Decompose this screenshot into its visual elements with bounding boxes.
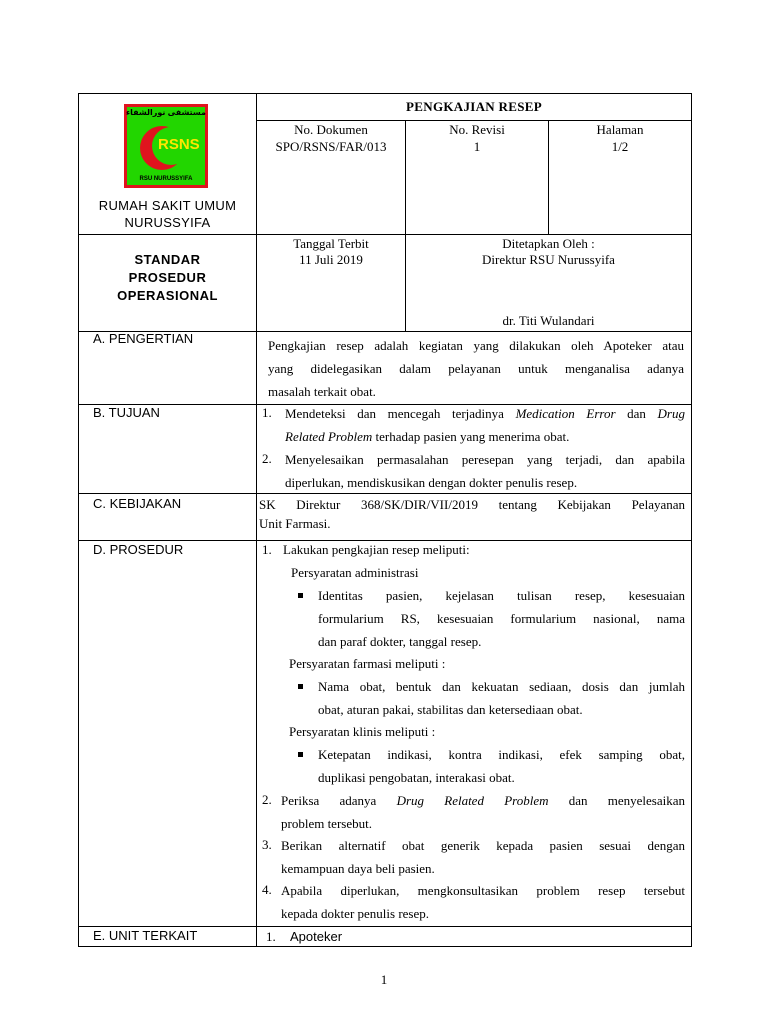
section-d-sub2-line1: Nama obat, bentuk dan kekuatan sediaan, dosis dan jumlah [318,679,685,694]
section-d-step4 [281,879,685,925]
established-label: Ditetapkan Oleh : [502,236,595,251]
section-d-step3-number: 3. [262,837,272,852]
issue-date-label: Tanggal Terbit [293,236,369,251]
section-c-text [259,495,685,533]
section-a-label: A. PENGERTIAN [93,331,194,346]
page-number: 1 [380,972,388,987]
signatory-name: dr. Titi Wulandari [502,313,595,328]
sop-title-line2: PROSEDUR [128,270,207,285]
established-by: Direktur RSU Nurussyifa [482,252,615,267]
section-d-sub1-line3: dan paraf dokter, tanggal resep. [318,634,482,649]
section-d-step2-text: dan menyelesaikan [548,793,685,808]
table-border-bottom [78,946,692,947]
section-d-sub2-bullet [318,675,685,721]
section-d-sub1-title: Persyaratan administrasi [291,565,419,580]
section-b-item2-line2: diperlukan, mendiskusikan dengan dokter penulis resep. [285,475,578,490]
section-d-step1-number: 1. [262,542,272,557]
section-d-step3 [281,834,685,880]
section-d-sub1-line1: Identitas pasien, kejelasan tulisan resep, kesesuaian [318,588,685,603]
revision-value: 1 [473,139,481,154]
section-b-item1-term-related-problem: Related Problem [285,429,373,444]
section-b-item2-number: 2. [262,451,272,466]
section-d-step3-line1: Berikan alternatif obat generik kepada pasien sesuai dengan [281,838,685,853]
section-d-sub3-line1: Ketepatan indikasi, kontra indikasi, efek samping obat, [318,747,685,762]
section-e-item1: Apoteker [290,929,343,944]
section-b-item1-term-drug: Drug [657,406,685,421]
hospital-name-line1: RUMAH SAKIT UMUM [98,198,237,213]
section-d-step2-term: Drug Related Problem [396,793,549,808]
section-d-sub3-bullet [318,743,685,789]
section-c-line2: Unit Farmasi. [259,516,331,531]
section-d-step3-line2: kemampuan daya beli pasien. [281,861,435,876]
table-border-top [78,93,692,94]
section-d-sub3-line2: duplikasi pengobatan, interakasi obat. [318,770,515,785]
doc-number-value: SPO/RSNS/FAR/013 [275,139,387,154]
page-title: PENGKAJIAN RESEP [406,99,542,114]
logo-caption: RSU NURUSSYIFA [139,176,193,182]
sop-title-line3: OPERASIONAL [117,288,218,303]
section-b-item1-term-medication-error: Medication Error [515,406,616,421]
section-b-item1-text: Mendeteksi dan mencegah terjadinya [285,406,516,421]
section-b-item2-line1: Menyelesaikan permasalahan peresepan yang terjadi, dan apabila [285,452,685,467]
section-d-step1: Lakukan pengkajian resep meliputi: [283,542,470,557]
section-b-item1-text: terhadap pasien yang menerima obat. [372,429,570,444]
section-c-label: C. KEBIJAKAN [93,496,182,511]
section-e-label: E. UNIT TERKAIT [93,928,198,943]
section-d-label: D. PROSEDUR [93,542,184,557]
section-b-item1-text: dan [615,406,658,421]
table-line-header [78,234,692,235]
section-d-sub1-bullet [318,584,685,653]
section-d-sub2-title: Persyaratan farmasi meliputi : [289,656,446,671]
section-a-line: masalah terkait obat. [268,384,376,399]
bullet-icon [298,752,303,757]
section-b-label: B. TUJUAN [93,405,160,420]
page-label: Halaman [596,122,644,137]
section-d-step2-line2: problem tersebut. [281,816,372,831]
section-a-text [268,334,684,403]
doc-number-label: No. Dokumen [294,122,368,137]
bullet-icon [298,684,303,689]
table-border-right [691,93,692,947]
section-d-step2 [281,789,685,835]
table-line-d [78,926,692,927]
sop-title-line1: STANDAR [134,252,201,267]
section-d-step2-number: 2. [262,792,272,807]
section-d-sub2-line2: obat, aturan pakai, stabilitas dan ketersediaan obat. [318,702,583,717]
section-d-step4-line2: kepada dokter penulis resep. [281,906,430,921]
issue-date-value: 11 Juli 2019 [299,252,363,267]
section-b-item1 [285,402,685,448]
section-b-item1-line2 [285,425,685,448]
section-b-item1-number: 1. [262,405,272,420]
section-d-step4-number: 4. [262,882,272,897]
revision-label: No. Revisi [449,122,505,137]
section-c-line1: SK Direktur 368/SK/DIR/VII/2019 tentang Kebijakan Pelayanan [259,497,685,512]
hospital-name-line2: NURUSSYIFA [124,215,211,230]
section-d-step2-text: Periksa adanya [281,793,397,808]
table-line-c [78,540,692,541]
logo-arabic-text: مستشفى نورالشفاء [126,108,206,117]
section-a-line: yang didelegasikan dalam pelayanan untuk menganalisa adanya [268,361,684,376]
section-d-step2-line1 [281,789,685,812]
section-d-sub3-title: Persyaratan klinis meliputi : [289,724,436,739]
section-b-item2 [285,448,685,494]
hospital-logo [124,104,208,188]
section-d-sub1-line2: formularium RS, kesesuaian formularium nasional, nama [318,611,685,626]
logo-abbr: RSNS [158,136,200,153]
page-value: 1/2 [611,139,629,154]
table-line-middle [256,93,257,947]
section-e-item1-number: 1. [266,929,276,944]
section-b-item1-line1 [285,402,685,425]
section-a-line: Pengkajian resep adalah kegiatan yang dilakukan oleh Apoteker atau [268,338,684,353]
section-d-step4-line1: Apabila diperlukan, mengkonsultasikan problem resep tersebut [281,883,685,898]
bullet-icon [298,593,303,598]
table-line-title [256,120,692,121]
